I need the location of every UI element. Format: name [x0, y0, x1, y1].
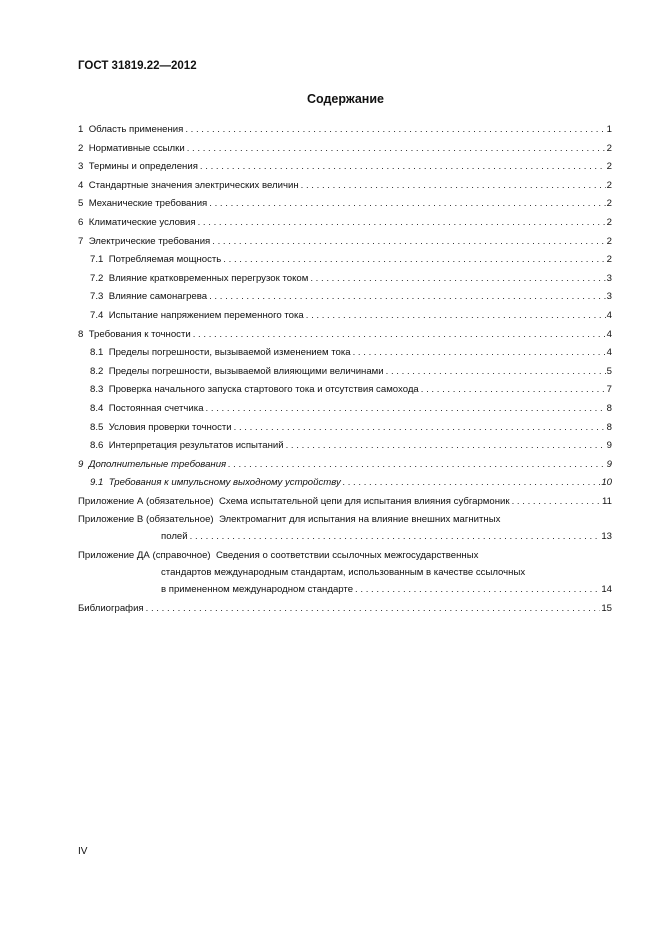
toc-title: Постоянная счетчика	[108, 402, 204, 414]
toc-number: 9.1	[90, 477, 104, 489]
toc-item-6[interactable]	[78, 216, 612, 235]
toc-number: 8.5	[90, 421, 104, 433]
toc-title: Условия проверки точности	[108, 421, 232, 433]
toc-page: 3	[606, 272, 612, 284]
toc-page: 2	[606, 161, 612, 173]
dot-leader	[190, 530, 601, 543]
toc-page: 2	[606, 235, 612, 247]
toc-title: Проверка начального запуска стартового тока и отсутствия самохода	[108, 384, 419, 396]
toc-page: 2	[606, 179, 612, 191]
toc-title: Климатические условия	[88, 216, 196, 228]
toc-page: 2	[606, 142, 612, 154]
document-code: ГОСТ 31819.22—2012	[78, 60, 197, 72]
toc-title: Влияние самонагрева	[108, 291, 208, 303]
toc-title: Испытание напряжением переменного тока	[108, 309, 304, 321]
toc-page: 13	[601, 531, 612, 543]
dot-leader	[198, 216, 606, 229]
dot-leader	[185, 123, 605, 136]
toc-bibliography[interactable]	[78, 602, 612, 621]
toc-page: 2	[606, 198, 612, 210]
appendix-title-cont: полей	[161, 531, 188, 543]
appendix-label: Приложение ДА (справочное)	[78, 550, 211, 562]
toc-item-7-1[interactable]	[78, 253, 612, 272]
toc-page: 7	[606, 384, 612, 396]
toc-title: Пределы погрешности, вызываемой изменением тока	[108, 347, 351, 359]
dot-leader	[187, 142, 606, 155]
toc-title: Электрические требования	[88, 235, 211, 247]
toc-title: Нормативные ссылки	[88, 142, 185, 154]
toc-number: 7	[78, 235, 84, 247]
appendix-title-cont: в примененном международном стандарте	[161, 584, 354, 596]
toc-item-2[interactable]	[78, 142, 612, 161]
toc-page: 8	[606, 421, 612, 433]
toc-page: 4	[606, 328, 612, 340]
toc-number: 2	[78, 142, 84, 154]
toc-item-7-3[interactable]	[78, 290, 612, 309]
dot-leader	[209, 290, 606, 303]
dot-leader	[355, 583, 600, 596]
dot-leader	[310, 272, 605, 285]
appendix-label: Приложение А (обязательное)	[78, 495, 214, 507]
toc-title: Механические требования	[88, 198, 208, 210]
toc-title: Дополнительные требования	[88, 458, 227, 470]
dot-leader	[223, 253, 605, 266]
dot-leader	[512, 495, 601, 508]
dot-leader	[200, 160, 606, 173]
toc-title: Потребляемая мощность	[108, 254, 222, 266]
dot-leader	[193, 328, 606, 341]
appendix-title: Сведения о соответствии ссылочных межгосударственных	[215, 550, 479, 562]
toc-title: Область применения	[88, 124, 184, 135]
dot-leader	[386, 365, 606, 378]
toc-title: Требования к импульсному выходному устройству	[108, 477, 341, 489]
toc-page: 2	[606, 254, 612, 266]
toc-page: 3	[606, 291, 612, 303]
toc-page: 1	[606, 124, 612, 135]
toc-item-7[interactable]	[78, 235, 612, 254]
appendix-title-cont: стандартов международным стандартам, использованным в качестве ссылочных	[161, 567, 526, 579]
toc-number: 5	[78, 198, 84, 210]
page-title: Содержание	[306, 92, 384, 106]
toc-number: 1	[78, 124, 84, 135]
toc-item-8-1[interactable]	[78, 346, 612, 365]
toc-page: 9	[606, 458, 612, 470]
toc-title: Стандартные значения электрических величин	[88, 179, 299, 191]
toc-title: Термины и определения	[88, 161, 198, 173]
toc-number: 6	[78, 216, 84, 228]
toc-item-4[interactable]	[78, 179, 612, 198]
toc-number: 7.4	[90, 309, 104, 321]
toc-item-3[interactable]	[78, 160, 612, 179]
dot-leader	[421, 383, 606, 396]
toc-page: 15	[601, 603, 612, 615]
toc-title: Интерпретация результатов испытаний	[108, 440, 284, 452]
toc-item-5[interactable]	[78, 197, 612, 216]
toc-number: 8.2	[90, 365, 104, 377]
toc-page: 14	[601, 584, 612, 596]
toc-number: 8.4	[90, 402, 104, 414]
toc-item-7-4[interactable]	[78, 309, 612, 328]
toc-page: 4	[606, 347, 612, 359]
toc-number: 8.1	[90, 347, 104, 359]
toc-item-9[interactable]	[78, 458, 612, 477]
appendix-title: Схема испытательной цепи для испытания влияния субгармоник	[218, 495, 510, 507]
toc-number: 7.2	[90, 272, 104, 284]
dot-leader	[343, 476, 601, 489]
table-of-contents	[78, 123, 612, 621]
toc-number: 8.6	[90, 440, 104, 452]
appendix-label: Приложение В (обязательное)	[78, 514, 214, 526]
toc-item-8-2[interactable]	[78, 365, 612, 384]
bibliography-title: Библиография	[78, 603, 144, 615]
dot-leader	[353, 346, 606, 359]
toc-number: 7.3	[90, 291, 104, 303]
toc-page: 8	[606, 402, 612, 414]
toc-number: 8.3	[90, 384, 104, 396]
dot-leader	[228, 458, 605, 471]
toc-page: 2	[606, 216, 612, 228]
toc-title: Пределы погрешности, вызываемой влияющими величинами	[108, 365, 384, 377]
toc-item-8-6[interactable]	[78, 439, 612, 458]
toc-item-9-1[interactable]	[78, 476, 612, 495]
toc-page: 11	[602, 495, 612, 507]
dot-leader	[286, 439, 606, 452]
toc-appendix-a[interactable]	[78, 495, 612, 514]
toc-item-7-2[interactable]	[78, 272, 612, 291]
toc-page: 5	[606, 365, 612, 377]
appendix-title: Электромагнит для испытания на влияние внешних магнитных	[218, 514, 501, 526]
toc-title: Влияние кратковременных перегрузок током	[108, 272, 309, 284]
dot-leader	[209, 197, 605, 210]
toc-page: 10	[601, 477, 612, 489]
toc-number: 4	[78, 179, 84, 191]
toc-page: 9	[606, 440, 612, 452]
toc-number: 7.1	[90, 254, 104, 266]
toc-item-8-5[interactable]	[78, 421, 612, 440]
dot-leader	[301, 179, 606, 192]
toc-item-1[interactable]	[78, 123, 612, 142]
toc-number: 3	[78, 161, 84, 173]
toc-item-8-4[interactable]	[78, 402, 612, 421]
toc-title: Требования к точности	[88, 328, 191, 340]
dot-leader	[234, 421, 606, 434]
toc-appendix-da[interactable]	[78, 549, 612, 602]
toc-item-8[interactable]	[78, 328, 612, 347]
dot-leader	[146, 602, 601, 615]
toc-number: 9	[78, 458, 84, 470]
toc-number: 8	[78, 328, 84, 340]
dot-leader	[212, 235, 605, 248]
toc-appendix-b[interactable]	[78, 513, 612, 549]
page-number: IV	[78, 846, 88, 857]
toc-page: 4	[606, 309, 612, 321]
toc-item-8-3[interactable]	[78, 383, 612, 402]
dot-leader	[306, 309, 606, 322]
dot-leader	[206, 402, 606, 415]
